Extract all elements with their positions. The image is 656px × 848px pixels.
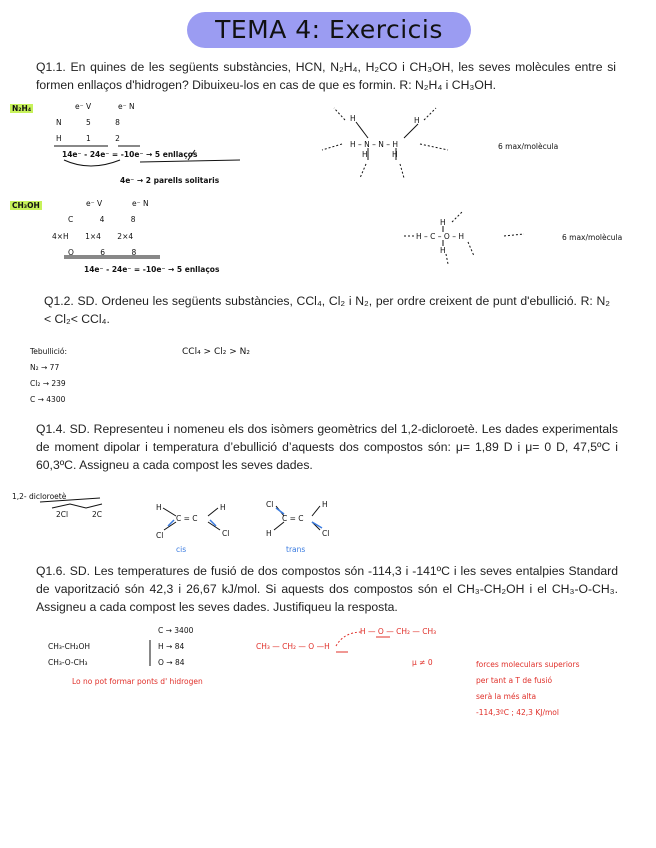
n2h4-lone-pairs: 4e⁻ → 2 parells solitaris xyxy=(120,176,220,185)
ch3oh-row-o: O 6 8 xyxy=(68,248,137,257)
q16-red-c: serà la més alta xyxy=(476,692,537,701)
dce-sub-c: 2C xyxy=(92,510,103,519)
q16-ethanol: CH₃-CH₂OH xyxy=(48,642,91,651)
q16-c: C → 3400 xyxy=(158,626,194,635)
ch3oh-row-h: 4×H 1×4 2×4 xyxy=(52,232,134,241)
question-q1-1: Q1.1. En quines de les següents substàncies, HCN, N₂H₄, H₂CO i CH₃OH, les seves molècules entre si formen enllaços d'hidrogen? Dibuixeu-los en cas de que es formin. R: N₂H₄ i CH₃OH. xyxy=(36,60,616,92)
ch3oh-header-n: e⁻ N xyxy=(132,199,149,208)
n2h4-max-bonds: 6 max/molècula xyxy=(498,142,559,151)
teb-c: C → 4300 xyxy=(30,395,66,404)
q16-chain-ethanol-2: H — O — CH₂ — CH₃ xyxy=(360,627,437,636)
q16-ether: CH₃-O-CH₃ xyxy=(48,658,88,667)
dce-sub-cl: 2Cl xyxy=(56,510,69,519)
q16-h: H → 84 xyxy=(158,642,185,651)
teb-n2: N₂ → 77 xyxy=(30,363,60,372)
question-q1-2: Q1.2. SD. Ordeneu les següents substàncies, CCl₄, Cl₂ i N₂, per ordre creixent de punt d'ebullició. R: N₂ < Cl₂< CCl₄. xyxy=(44,294,610,326)
ch3oh-max-bonds: 6 max/molècula xyxy=(562,233,623,242)
teb-cl2: Cl₂ → 239 xyxy=(30,379,66,388)
dce-label: 1,2- dicloroetè xyxy=(12,492,67,501)
q16-mu: μ ≠ 0 xyxy=(412,658,433,667)
ch3oh-row-c: C 4 8 xyxy=(68,215,136,224)
question-q1-4: Q1.4. SD. Representeu i nomeneu els dos isòmers geomètrics del 1,2-dicloroetè. Les dades experimentals de moment dipolar i temperatura d’ebullició d’aquests dos compostos són: μ= 1,89 D i μ= 0 D, 47,5ºC i 60,3ºC. Assigneu a cada compost les seves dades. xyxy=(36,422,618,472)
trans-label: trans xyxy=(286,545,306,554)
teb-title: Tebullició: xyxy=(30,347,68,356)
q16-red-a: forces moleculars superiors xyxy=(476,660,580,669)
n2h4-equation: 14e⁻ - 24e⁻ = -10e⁻ → 5 enllaços xyxy=(62,150,198,159)
ch3oh-header-v: e⁻ V xyxy=(86,199,103,208)
q16-o: O → 84 xyxy=(158,658,185,667)
ch3oh-equation: 14e⁻ - 24e⁻ = -10e⁻ → 5 enllaços xyxy=(84,265,220,274)
ch3oh-tag: CH₃OH xyxy=(12,201,40,210)
n2h4-row-n: N 5 8 xyxy=(56,118,120,127)
n2h4-header-n: e⁻ N xyxy=(118,102,135,111)
question-q1-6: Q1.6. SD. Les temperatures de fusió de dos compostos són -114,3 i -141ºC i les seves entalpies Standard de vaporització són 42,3 i 26,67 kJ/mol. Si aquests dos compostos són el CH₃-CH₂OH i el CH₃-O-CH₃. Assigneu a cada compost les seves dades. Justifiqueu la resposta. xyxy=(36,564,618,614)
page-title: TEMA 4: Exercicis xyxy=(215,15,443,44)
n2h4-row-h: H 1 2 xyxy=(56,134,120,143)
teb-order: CCl₄ > Cl₂ > N₂ xyxy=(182,347,250,357)
q16-chain-ethanol: CH₃ — CH₂ — O —H xyxy=(256,642,330,651)
q16-red-b: per tant a T de fusió xyxy=(476,676,553,685)
n2h4-tag: N₂H₄ xyxy=(12,104,32,113)
cis-label: cis xyxy=(176,545,187,554)
n2h4-header-v: e⁻ V xyxy=(75,102,92,111)
q16-red-d: -114,3ºC ; 42,3 KJ/mol xyxy=(476,708,559,717)
q16-red-note1: Lo no pot formar ponts d' hidrogen xyxy=(72,677,203,686)
